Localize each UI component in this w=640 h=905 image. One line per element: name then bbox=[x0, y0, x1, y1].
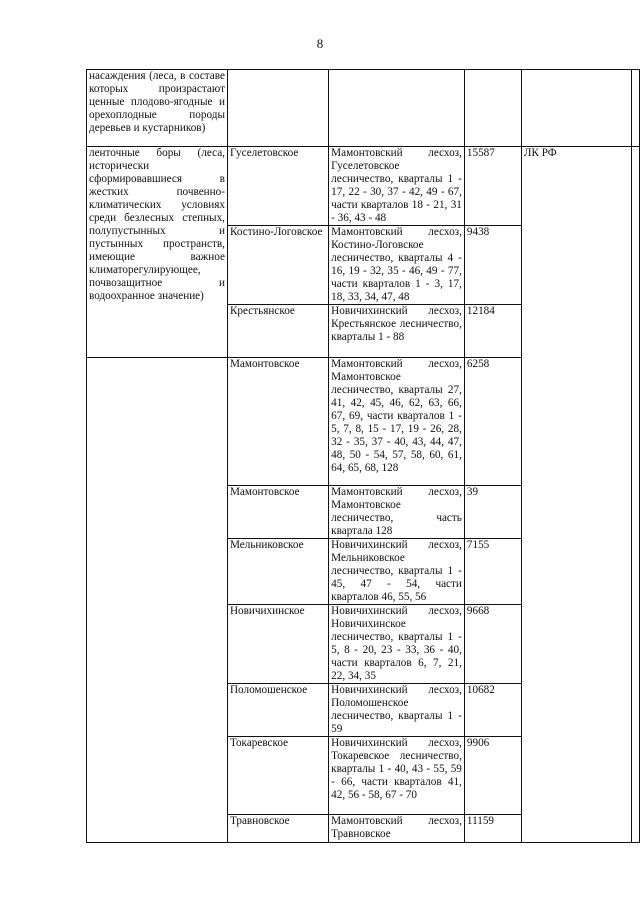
basis-cell bbox=[521, 70, 631, 147]
category-cell: ленточные боры (леса, исторически сформировавшиеся в жестких почвенно-климатических условиях среди безлесных степных, полупустынных и пустынных пространств, имеющие важное климаторегулирующее, почвозащитное и водоохранное значение) bbox=[87, 147, 228, 358]
name-cell: Токаревское bbox=[227, 737, 328, 815]
category-cell: насаждения (леса, в составе которых произрастают ценные плодово-ягодные и орехоплодные породы деревьев и кустарников) bbox=[87, 70, 228, 147]
description-cell: Новичихинский лесхоз, Мельниковское лесничество, кварталы 1 - 45, 47 - 54, части кварталов 46, 55, 56 bbox=[329, 539, 465, 605]
name-cell: Мельниковское bbox=[227, 539, 328, 605]
edge-cell bbox=[632, 70, 640, 147]
area-cell: 9668 bbox=[464, 605, 521, 684]
table-row-continuation bbox=[87, 70, 640, 147]
area-cell bbox=[464, 70, 521, 147]
name-cell: Травновское bbox=[227, 815, 328, 843]
description-cell: Мамонтовский лесхоз, Гуселетовское лесничество, кварталы 1 - 17, 22 - 30, 37 - 42, 49 - 67, части кварталов 18 - 21, 31 - 36, 43 - 48 bbox=[329, 147, 465, 226]
description-cell: Новичихинский лесхоз, Новичихинское лесничество, кварталы 1 - 5, 8 - 20, 23 - 33, 36 - 40, части кварталов 6, 7, 21, 22, 34, 35 bbox=[329, 605, 465, 684]
name-cell: Гуселетовское bbox=[227, 147, 328, 226]
description-cell: Мамонтовский лесхоз, Мамонтовское лесничество, кварталы 27, 41, 42, 45, 46, 62, 63, 66, 67, 69, части кварталов 1 - 5, 7, 8, 15 - 17, 19 - 26, 28, 32 - 35, 37 - 40, 43, 44, 47, 48, 50 - 54, 57, 58, 60, 61, 64, 65, 68, 128 bbox=[329, 358, 465, 486]
name-cell: Костино-Логовское bbox=[227, 226, 328, 305]
area-cell: 39 bbox=[464, 486, 521, 539]
name-cell: Поломошенское bbox=[227, 684, 328, 737]
name-cell: Новичихинское bbox=[227, 605, 328, 684]
description-cell: Новичихинский лесхоз, Поломошенское лесничество, кварталы 1 - 59 bbox=[329, 684, 465, 737]
area-cell: 12184 bbox=[464, 305, 521, 358]
page-number: 8 bbox=[316, 36, 324, 51]
area-cell: 9906 bbox=[464, 737, 521, 815]
category-cell-empty bbox=[87, 358, 228, 843]
area-cell: 6258 bbox=[464, 358, 521, 486]
description-cell: Мамонтовский лесхоз, Мамонтовское лесничество, часть квартала 128 bbox=[329, 486, 465, 539]
area-cell: 10682 bbox=[464, 684, 521, 737]
name-cell: Мамонтовское bbox=[227, 358, 328, 486]
name-cell: Крестьянское bbox=[227, 305, 328, 358]
description-cell: Мамонтовский лесхоз, Костино-Логовское лесничество, кварталы 4 - 16, 19 - 32, 35 - 46, 49 - 77, части кварталов 1 - 3, 17, 18, 33, 34, 47, 48 bbox=[329, 226, 465, 305]
forest-table bbox=[86, 69, 640, 843]
area-cell: 7155 bbox=[464, 539, 521, 605]
area-cell: 11159 bbox=[464, 815, 521, 843]
description-cell: Новичихинский лесхоз, Токаревское лесничество, кварталы 1 - 40, 43 - 55, 59 - 66, части кварталов 41, 42, 56 - 58, 67 - 70 bbox=[329, 737, 465, 815]
area-cell: 15587 bbox=[464, 147, 521, 226]
name-cell: Мамонтовское bbox=[227, 486, 328, 539]
table-row bbox=[87, 147, 640, 226]
description-cell bbox=[329, 70, 465, 147]
edge-cell bbox=[632, 147, 640, 843]
basis-cell: ЛК РФ bbox=[521, 147, 631, 843]
name-cell bbox=[227, 70, 328, 147]
description-cell: Новичихинский лесхоз, Крестьянское лесничество, кварталы 1 - 88 bbox=[329, 305, 465, 358]
description-cell: Мамонтовский лесхоз, Травновское bbox=[329, 815, 465, 843]
area-cell: 9438 bbox=[464, 226, 521, 305]
